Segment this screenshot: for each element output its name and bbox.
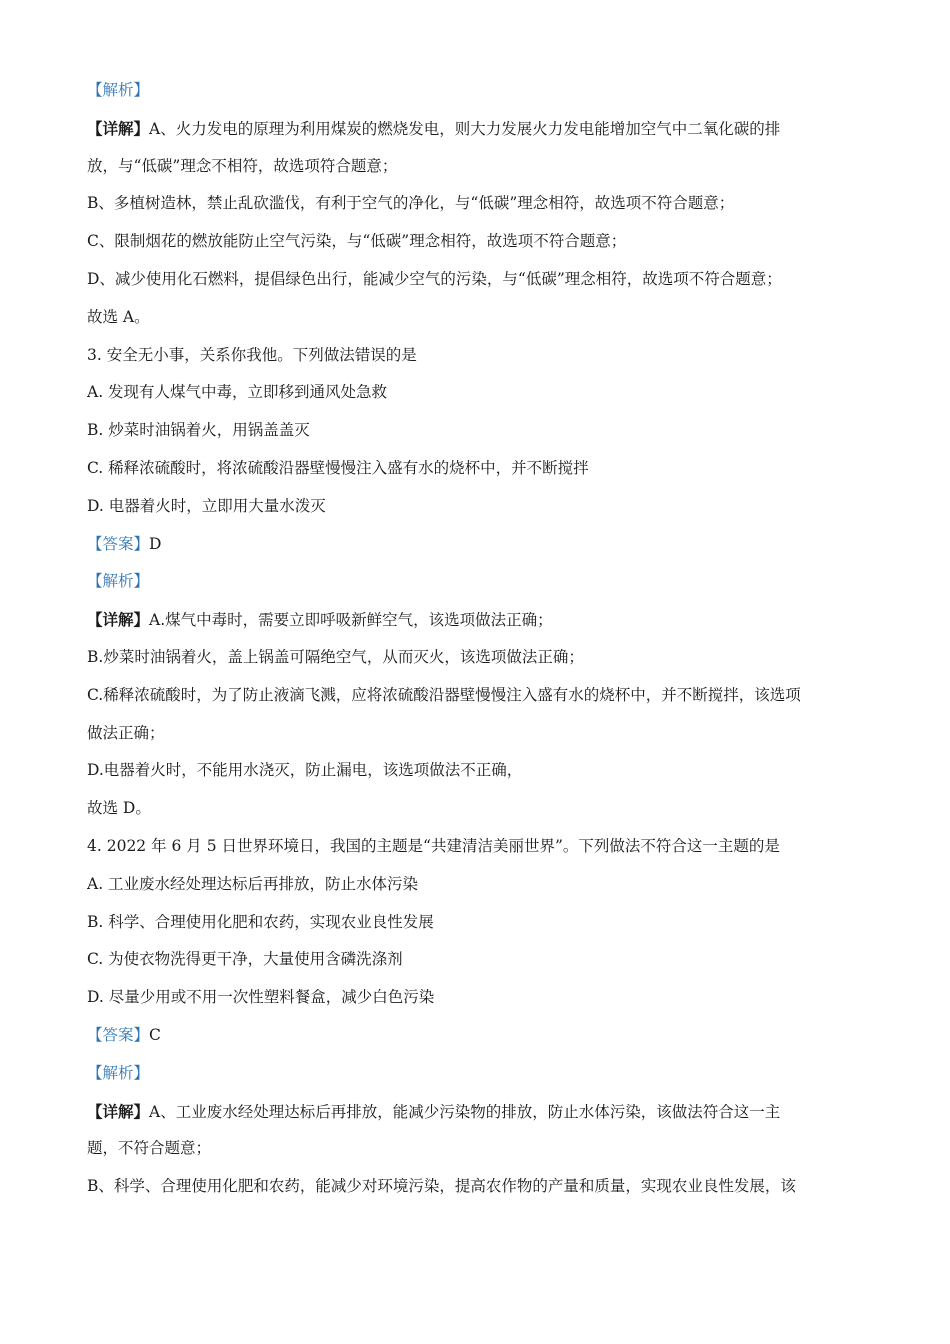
option-line [87,412,862,450]
line-text: B、科学、合理使用化肥和农药，能减少对环境污染，提高农作物的产量和质量，实现农业良性发展，该 [87,1177,796,1196]
text-line [87,677,862,715]
question-stem [87,828,862,866]
option-line [87,904,862,942]
text-line [87,1055,862,1093]
line-text: A. 发现有人煤气中毒，立即移到通风处急救 [87,383,388,402]
option-line [87,374,862,412]
line-text: 题，不符合题意； [87,1139,212,1158]
line-text: C、限制烟花的燃放能防止空气污染，与“低碳”理念相符，故选项不符合题意； [87,232,627,251]
line-text: C.稀释浓硫酸时，为了防止液滴飞溅，应将浓硫酸沿器壁慢慢注入盛有水的烧杯中，并不断搅拌，该选项 [87,685,801,704]
text-line [87,223,862,261]
line-text: 3. 安全无小事，关系你我他。下列做法错误的是 [87,345,417,364]
section-label: 【详解】 [87,1101,150,1121]
text-line [87,715,862,753]
text-line [87,639,862,677]
answer-line [87,1017,862,1055]
line-text: D [149,534,162,553]
line-text: D. 尽量少用或不用一次性塑料餐盒，减少白色污染 [87,988,435,1007]
section-label: 【详解】 [87,118,150,138]
section-label: 【解析】 [87,572,150,591]
line-text: B.炒菜时油锅着火，盖上锅盖可隔绝空气，从而灭火，该选项做法正确； [87,647,584,666]
section-label: 【解析】 [87,81,150,99]
answer-line [87,526,862,564]
document-page [87,72,862,1206]
line-text: B. 炒菜时油锅着火，用锅盖盖灭 [87,421,310,440]
line-text: 做法正确； [87,723,165,742]
text-line [87,1168,862,1206]
option-line [87,488,862,526]
text-line [87,601,862,639]
text-line [87,110,862,148]
line-text: 放，与“低碳”理念不相符，故选项符合题意； [87,156,398,175]
text-line [87,563,862,601]
section-label: 【详解】 [87,610,150,630]
line-text: A.煤气中毒时，需要立即呼吸新鲜空气，该选项做法正确； [149,611,553,630]
line-text: 4. 2022 年 6 月 5 日世界环境日，我国的主题是“共建清洁美丽世界”。下列做法不符合这一主题的是 [87,836,780,855]
line-text: D.电器着火时，不能用水浇灭，防止漏电，该选项做法不正确， [87,761,523,780]
text-line [87,790,862,828]
line-text: D. 电器着火时，立即用大量水泼灭 [87,496,326,515]
line-text: C. 为使衣物洗得更干净，大量使用含磷洗涤剂 [87,950,403,969]
option-line [87,941,862,979]
text-line [87,185,862,223]
text-line [87,1093,862,1131]
option-line [87,450,862,488]
line-text: 故选 D。 [87,799,151,818]
line-text: A、火力发电的原理为利用煤炭的燃烧发电，则大力发展火力发电能增加空气中二氧化碳的排 [149,119,781,138]
text-line [87,148,862,186]
option-line [87,979,862,1017]
section-label: 【解析】 [87,1063,150,1082]
text-line [87,299,862,337]
text-line [87,1130,862,1168]
line-text: 故选 A。 [87,307,150,326]
line-text: A. 工业废水经处理达标后再排放，防止水体污染 [87,874,419,893]
line-text: B. 科学、合理使用化肥和农药，实现农业良性发展 [87,912,434,931]
text-line [87,72,862,110]
question-stem [87,337,862,375]
line-text: C. 稀释浓硫酸时，将浓硫酸沿器壁慢慢注入盛有水的烧杯中，并不断搅拌 [87,458,589,477]
option-line [87,866,862,904]
section-label: 【答案】 [87,1025,150,1044]
line-text: A、工业废水经处理达标后再排放，能减少污染物的排放，防止水体污染，该做法符合这一主 [149,1102,781,1121]
text-line [87,752,862,790]
section-label: 【答案】 [87,534,150,553]
line-text: B、多植树造林，禁止乱砍滥伐，有利于空气的净化，与“低碳”理念相符，故选项不符合题意； [87,194,735,213]
line-text: C [149,1025,161,1044]
line-text: D、减少使用化石燃料，提倡绿色出行，能减少空气的污染，与“低碳”理念相符，故选项不符合题意； [87,269,782,288]
text-line [87,261,862,299]
